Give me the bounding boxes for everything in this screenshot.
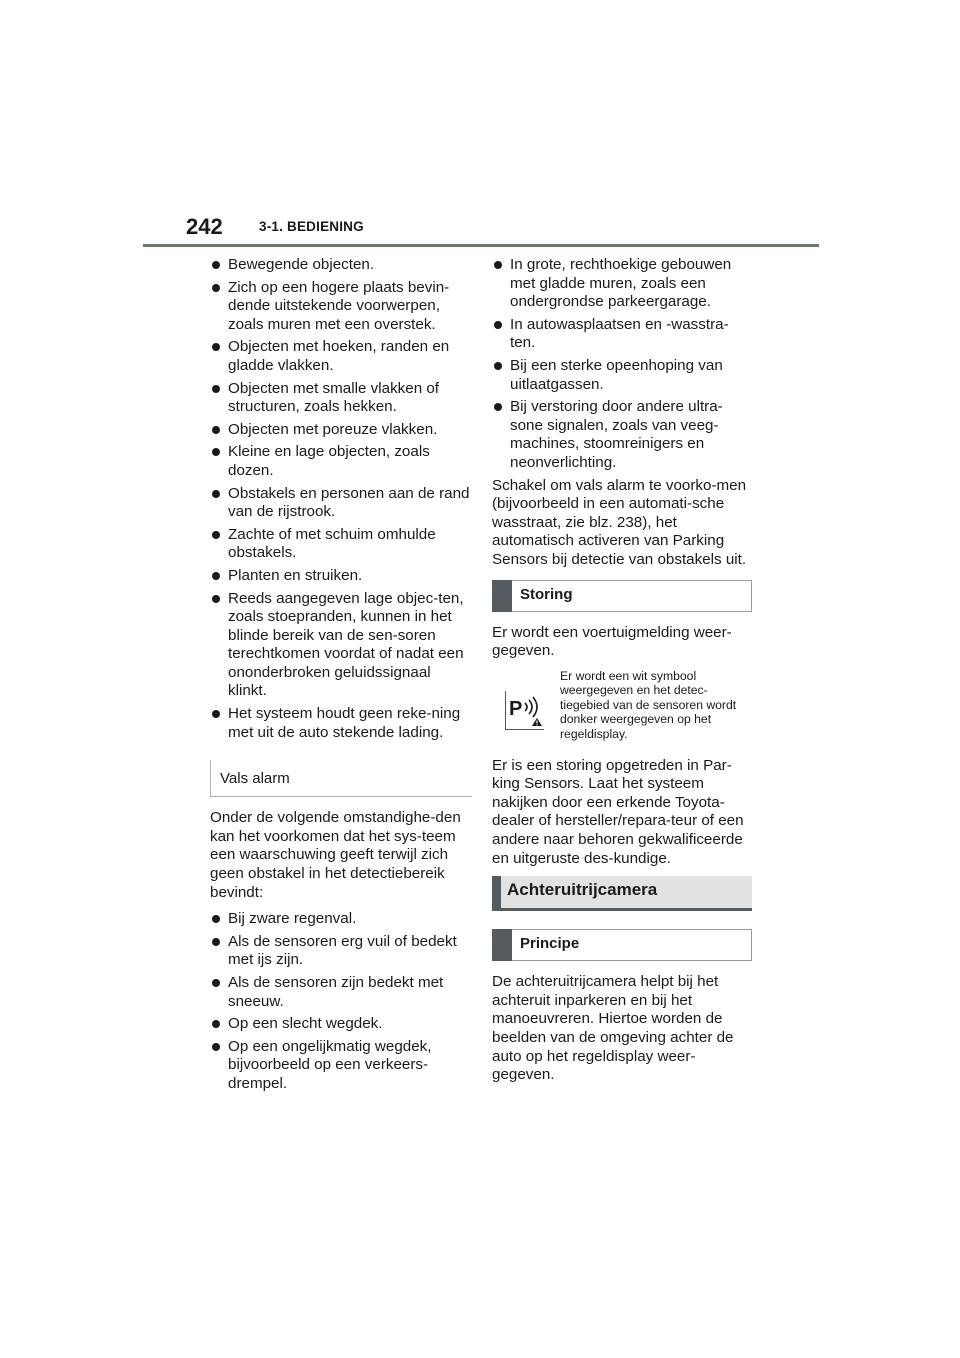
bullet-dot-icon: [212, 343, 220, 351]
subhead-storing: Storing: [492, 580, 752, 612]
bullet-dot-icon: [212, 1020, 220, 1028]
bullet-dot-icon: [212, 261, 220, 269]
svg-text:P: P: [509, 697, 523, 720]
list-item: Zich op een hogere plaats bevin-dende uitstekende voorwerpen, zoals muren met een overstek.: [210, 279, 472, 335]
list-item: Bij een sterke opeenhoping van uitlaatgassen.: [492, 357, 752, 394]
bullet-dot-icon: [212, 915, 220, 923]
list-item: Op een slecht wegdek.: [210, 1015, 472, 1034]
list-item: Het systeem houdt geen reke-ning met uit de auto stekende lading.: [210, 705, 472, 742]
camera-principle-text: De achteruitrijcamera helpt bij het achteruit inparkeren en bij het manoeuvreren. Hiertoe worden de beelden van de omgeving achter de auto op het regeldisplay weer-gegeven.: [492, 973, 734, 1084]
switch-off-text: Schakel om vals alarm te voorko-men (bijvoorbeeld in een automati-sche wasstraat, zie blz. 238), het automatisch activeren van Parking Sensors bij detectie van obstakels uit.: [492, 476, 747, 568]
list-item: Obstakels en personen aan de rand van de rijstrook.: [210, 485, 472, 522]
bullet-list-continued: [492, 256, 752, 473]
subhead-principe: Principe: [492, 929, 752, 961]
list-item: Bij verstoring door andere ultra-sone signalen, zoals van veeg-machines, stoomreinigers en neonverlichting.: [492, 398, 752, 472]
parking-sensor-fault-icon: [505, 691, 544, 730]
list-item: Planten en struiken.: [210, 567, 472, 586]
list-item: Bewegende objecten.: [210, 256, 472, 275]
bullet-dot-icon: [494, 403, 502, 411]
list-item: Als de sensoren zijn bedekt met sneeuw.: [210, 974, 472, 1011]
list-item: In grote, rechthoekige gebouwen met gladde muren, zoals een ondergrondse parkeergarage.: [492, 256, 752, 312]
storing-detail-text: Er is een storing opgetreden in Par-king Sensors. Laat het systeem nakijken door een erkende Toyota-dealer of hersteller/repara-teur of een andere naar behoren gekwalificeerde en uitgeruste des-kundige.: [492, 756, 744, 867]
page-header: [186, 214, 820, 244]
list-item: Reeds aangegeven lage objec-ten, zoals stoepranden, kunnen in het blinde bereik van de sen-soren terechtkomen voordat of nadat een ononderbroken geluidssignaal klinkt.: [210, 590, 472, 702]
header-rule: [143, 244, 819, 247]
section-marker: [492, 876, 501, 908]
bullet-dot-icon: [212, 710, 220, 718]
icon-note-row: [492, 669, 752, 749]
bullet-dot-icon: [212, 938, 220, 946]
list-item: Objecten met smalle vlakken of structuren, zoals hekken.: [210, 380, 472, 417]
section-camera: Achteruitrijcamera: [492, 876, 752, 911]
bullet-dot-icon: [212, 426, 220, 434]
left-column: [210, 256, 472, 1098]
list-item: Bij zware regenval.: [210, 910, 472, 929]
list-item: Op een ongelijkmatig wegdek, bijvoorbeeld op een verkeers-drempel.: [210, 1038, 472, 1094]
false-alarm-intro: Onder de volgende omstandighe-den kan het voorkomen dat het sys-teem een waarschuwing geeft terwijl zich geen obstakel in het detectiebereik bevindt:: [210, 809, 461, 901]
subhead-marker: [492, 929, 512, 961]
bullet-dot-icon: [212, 595, 220, 603]
bullet-dot-icon: [494, 321, 502, 329]
right-column: [492, 256, 752, 1093]
bullet-dot-icon: [494, 362, 502, 370]
section-title: 3-1. BEDIENING: [259, 219, 364, 234]
icon-note-text: Er wordt een wit symbool weergegeven en het detec-tiegebied van de sensoren wordt donker weergegeven op het regeldisplay.: [560, 668, 737, 742]
bullet-dot-icon: [212, 979, 220, 987]
storing-message-text: Er wordt een voertuigmelding weer-gegeven.: [492, 623, 732, 660]
list-item: Als de sensoren erg vuil of bedekt met ijs zijn.: [210, 933, 472, 970]
page-number: 242: [186, 214, 223, 239]
list-item: Objecten met hoeken, randen en gladde vlakken.: [210, 338, 472, 375]
bullet-dot-icon: [494, 261, 502, 269]
bullet-dot-icon: [212, 385, 220, 393]
subhead-false-alarm: Vals alarm: [210, 760, 472, 797]
bullet-dot-icon: [212, 572, 220, 580]
list-item: Zachte of met schuim omhulde obstakels.: [210, 526, 472, 563]
list-item: Objecten met poreuze vlakken.: [210, 421, 472, 440]
subhead-marker: [492, 580, 512, 612]
parking-sensor-fault-icon-graphic: [506, 691, 544, 729]
list-item: In autowasplaatsen en -wasstra-ten.: [492, 316, 752, 353]
bullet-list-undetected: [210, 256, 472, 742]
bullet-dot-icon: [212, 490, 220, 498]
bullet-dot-icon: [212, 1043, 220, 1051]
bullet-dot-icon: [212, 448, 220, 456]
bullet-dot-icon: [212, 531, 220, 539]
list-item: Kleine en lage objecten, zoals dozen.: [210, 443, 472, 480]
bullet-dot-icon: [212, 284, 220, 292]
bullet-list-false-alarm: [210, 910, 472, 1093]
